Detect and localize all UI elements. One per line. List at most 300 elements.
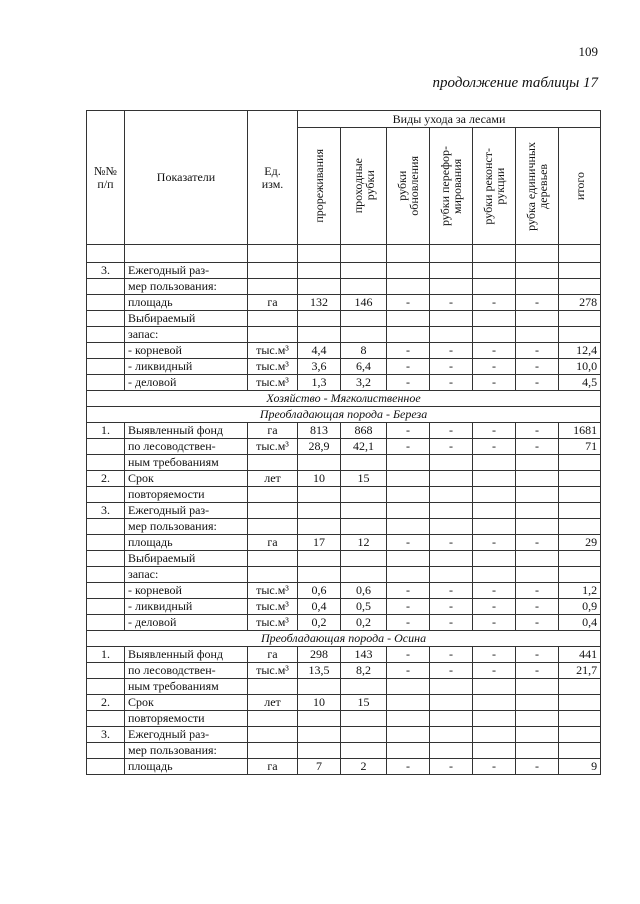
unit-cell: тыс.м³ [248, 343, 298, 359]
empty-cell [87, 295, 125, 311]
unit-cell: тыс.м³ [248, 583, 298, 599]
table-row [87, 359, 601, 375]
indicator-label: Выбираемый [125, 551, 248, 567]
empty-cell [341, 551, 387, 567]
indicator-label: повторяемости [125, 487, 248, 503]
empty-cell [387, 695, 430, 711]
empty-cell [87, 711, 125, 727]
table-row [87, 711, 601, 727]
header-col-3: рубки перефор- мирования [430, 128, 473, 245]
empty-cell [473, 311, 516, 327]
header-col-6: итого [559, 128, 601, 245]
value-cell: - [473, 343, 516, 359]
header-col-5: рубка единичных деревьев [516, 128, 559, 245]
value-cell: - [516, 535, 559, 551]
value-cell: 21,7 [559, 663, 601, 679]
empty-cell [516, 503, 559, 519]
value-cell: - [430, 423, 473, 439]
value-cell: - [387, 535, 430, 551]
value-cell: - [516, 759, 559, 775]
table-row [87, 503, 601, 519]
empty-cell [473, 727, 516, 743]
header-col-0: прореживания [298, 128, 341, 245]
value-cell: - [430, 535, 473, 551]
indicator-label: мер пользования: [125, 743, 248, 759]
value-cell: 13,5 [298, 663, 341, 679]
row-number: 1. [87, 423, 125, 439]
value-cell: - [516, 583, 559, 599]
row-number: 2. [87, 471, 125, 487]
header-col-1: проходные рубки [341, 128, 387, 245]
value-cell: - [516, 423, 559, 439]
value-cell: - [387, 615, 430, 631]
header-col-4: рубки реконст- рукции [473, 128, 516, 245]
unit-cell [248, 327, 298, 343]
empty-cell [387, 551, 430, 567]
indicator-label: запас: [125, 327, 248, 343]
empty-cell [473, 743, 516, 759]
empty-cell [387, 503, 430, 519]
value-cell: 146 [341, 295, 387, 311]
value-cell: - [387, 647, 430, 663]
empty-cell [298, 487, 341, 503]
empty-cell [387, 743, 430, 759]
value-cell: 8,2 [341, 663, 387, 679]
table-row [87, 631, 601, 647]
empty-cell [341, 245, 387, 263]
value-cell: - [473, 423, 516, 439]
value-cell: - [387, 583, 430, 599]
empty-cell [387, 279, 430, 295]
table-row [87, 455, 601, 471]
unit-cell [248, 263, 298, 279]
unit-cell: лет [248, 471, 298, 487]
value-cell: - [516, 439, 559, 455]
unit-cell [248, 567, 298, 583]
value-cell: 15 [341, 471, 387, 487]
empty-cell [473, 567, 516, 583]
empty-cell [341, 311, 387, 327]
header-indicators: Показатели [125, 111, 248, 245]
empty-cell [516, 727, 559, 743]
unit-cell: га [248, 295, 298, 311]
empty-cell [87, 615, 125, 631]
table-row [87, 423, 601, 439]
empty-cell [87, 359, 125, 375]
empty-cell [341, 487, 387, 503]
empty-cell [430, 695, 473, 711]
empty-cell [473, 279, 516, 295]
empty-cell [559, 455, 601, 471]
value-cell: - [430, 759, 473, 775]
header-care-types: Виды ухода за лесами [298, 111, 601, 128]
indicator-label: - корневой [125, 583, 248, 599]
indicator-label: площадь [125, 295, 248, 311]
table-row [87, 663, 601, 679]
value-cell: - [430, 599, 473, 615]
header-unit: Ед. изм. [248, 111, 298, 245]
value-cell: - [430, 615, 473, 631]
value-cell: - [430, 647, 473, 663]
value-cell: 7 [298, 759, 341, 775]
empty-cell [387, 245, 430, 263]
value-cell: - [516, 599, 559, 615]
row-number: 1. [87, 647, 125, 663]
empty-cell [473, 519, 516, 535]
empty-cell [298, 245, 341, 263]
empty-cell [473, 263, 516, 279]
table-row [87, 439, 601, 455]
table-row [87, 327, 601, 343]
value-cell: 813 [298, 423, 341, 439]
table-row [87, 311, 601, 327]
unit-cell: тыс.м³ [248, 375, 298, 391]
value-cell: 9 [559, 759, 601, 775]
empty-cell [341, 455, 387, 471]
empty-cell [387, 519, 430, 535]
value-cell: - [387, 759, 430, 775]
indicator-label: - деловой [125, 615, 248, 631]
empty-cell [559, 245, 601, 263]
empty-cell [298, 727, 341, 743]
empty-cell [248, 245, 298, 263]
value-cell: 1,2 [559, 583, 601, 599]
empty-cell [341, 327, 387, 343]
value-cell: - [473, 647, 516, 663]
empty-cell [87, 583, 125, 599]
indicator-label: запас: [125, 567, 248, 583]
empty-cell [387, 455, 430, 471]
empty-cell [559, 679, 601, 695]
value-cell: - [473, 583, 516, 599]
empty-cell [559, 487, 601, 503]
empty-cell [387, 487, 430, 503]
empty-cell [298, 711, 341, 727]
empty-cell [430, 311, 473, 327]
empty-cell [559, 567, 601, 583]
value-cell: - [516, 663, 559, 679]
indicator-label: Ежегодный раз- [125, 263, 248, 279]
empty-cell [87, 487, 125, 503]
value-cell: - [430, 375, 473, 391]
table-row [87, 375, 601, 391]
table-row [87, 391, 601, 407]
value-cell: 278 [559, 295, 601, 311]
empty-cell [559, 519, 601, 535]
value-cell: - [516, 647, 559, 663]
unit-cell: тыс.м³ [248, 615, 298, 631]
unit-cell [248, 711, 298, 727]
indicator-label: по лесоводствен- [125, 439, 248, 455]
value-cell: 8 [341, 343, 387, 359]
empty-cell [516, 551, 559, 567]
empty-cell [430, 487, 473, 503]
indicator-label: - деловой [125, 375, 248, 391]
empty-cell [87, 439, 125, 455]
value-cell: - [430, 663, 473, 679]
value-cell: 4,4 [298, 343, 341, 359]
unit-cell [248, 455, 298, 471]
empty-cell [87, 599, 125, 615]
value-cell: - [473, 359, 516, 375]
value-cell: - [387, 375, 430, 391]
value-cell: 441 [559, 647, 601, 663]
value-cell: 10 [298, 471, 341, 487]
value-cell: - [387, 599, 430, 615]
value-cell: 0,9 [559, 599, 601, 615]
empty-cell [298, 327, 341, 343]
table-row [87, 295, 601, 311]
value-cell: 0,5 [341, 599, 387, 615]
indicator-label: Ежегодный раз- [125, 727, 248, 743]
empty-cell [430, 727, 473, 743]
empty-cell [516, 679, 559, 695]
empty-cell [387, 471, 430, 487]
indicator-label: - корневой [125, 343, 248, 359]
header-num: №№ п/п [87, 111, 125, 245]
indicator-label: повторяемости [125, 711, 248, 727]
empty-cell [125, 245, 248, 263]
table-row [87, 343, 601, 359]
empty-cell [516, 279, 559, 295]
unit-cell: га [248, 423, 298, 439]
empty-cell [298, 263, 341, 279]
empty-cell [87, 311, 125, 327]
empty-cell [559, 743, 601, 759]
value-cell: 42,1 [341, 439, 387, 455]
unit-cell: лет [248, 695, 298, 711]
value-cell: - [516, 359, 559, 375]
indicator-label: Выбираемый [125, 311, 248, 327]
empty-cell [87, 455, 125, 471]
empty-cell [473, 551, 516, 567]
value-cell: 15 [341, 695, 387, 711]
empty-cell [516, 567, 559, 583]
empty-cell [559, 311, 601, 327]
table-row [87, 535, 601, 551]
value-cell: - [516, 375, 559, 391]
value-cell: - [473, 759, 516, 775]
table-caption: продолжение таблицы 17 [432, 75, 598, 91]
value-cell: 29 [559, 535, 601, 551]
empty-cell [298, 743, 341, 759]
empty-cell [87, 279, 125, 295]
empty-cell [387, 679, 430, 695]
value-cell: 28,9 [298, 439, 341, 455]
value-cell: 132 [298, 295, 341, 311]
value-cell: - [387, 423, 430, 439]
empty-cell [430, 711, 473, 727]
value-cell: - [387, 343, 430, 359]
value-cell: - [430, 295, 473, 311]
value-cell: 0,6 [298, 583, 341, 599]
empty-cell [559, 471, 601, 487]
indicator-label: ным требованиям [125, 679, 248, 695]
empty-cell [87, 759, 125, 775]
empty-cell [430, 743, 473, 759]
empty-cell [298, 519, 341, 535]
empty-cell [559, 263, 601, 279]
empty-cell [430, 455, 473, 471]
table-row [87, 615, 601, 631]
empty-cell [516, 471, 559, 487]
empty-cell [430, 551, 473, 567]
forest-care-table [86, 110, 601, 775]
value-cell: 0,4 [559, 615, 601, 631]
value-cell: - [516, 343, 559, 359]
value-cell: 10 [298, 695, 341, 711]
empty-cell [298, 551, 341, 567]
empty-cell [298, 679, 341, 695]
indicator-label: ным требованиям [125, 455, 248, 471]
empty-cell [298, 503, 341, 519]
value-cell: - [473, 295, 516, 311]
empty-cell [516, 327, 559, 343]
value-cell: 3,2 [341, 375, 387, 391]
value-cell: - [387, 295, 430, 311]
indicator-label: Срок [125, 471, 248, 487]
empty-cell [516, 263, 559, 279]
empty-cell [516, 455, 559, 471]
empty-cell [387, 567, 430, 583]
empty-cell [341, 727, 387, 743]
empty-cell [430, 279, 473, 295]
empty-cell [298, 455, 341, 471]
table-row [87, 599, 601, 615]
indicator-label: Выявленный фонд [125, 423, 248, 439]
empty-cell [387, 311, 430, 327]
empty-cell [473, 679, 516, 695]
empty-cell [341, 743, 387, 759]
indicator-label: по лесоводствен- [125, 663, 248, 679]
indicator-label: Ежегодный раз- [125, 503, 248, 519]
empty-cell [430, 327, 473, 343]
unit-cell [248, 551, 298, 567]
row-number: 3. [87, 263, 125, 279]
empty-cell [516, 711, 559, 727]
value-cell: - [516, 295, 559, 311]
empty-cell [341, 503, 387, 519]
empty-cell [87, 743, 125, 759]
value-cell: 12 [341, 535, 387, 551]
value-cell: 1,3 [298, 375, 341, 391]
empty-cell [516, 311, 559, 327]
unit-cell [248, 727, 298, 743]
value-cell: 868 [341, 423, 387, 439]
unit-cell [248, 743, 298, 759]
unit-cell: тыс.м³ [248, 663, 298, 679]
table-row [87, 487, 601, 503]
empty-cell [341, 279, 387, 295]
indicator-label: площадь [125, 759, 248, 775]
empty-cell [87, 551, 125, 567]
empty-cell [387, 711, 430, 727]
empty-cell [87, 343, 125, 359]
empty-cell [87, 679, 125, 695]
table-row [87, 743, 601, 759]
value-cell: - [430, 583, 473, 599]
value-cell: 6,4 [341, 359, 387, 375]
value-cell: - [473, 663, 516, 679]
table-row [87, 567, 601, 583]
value-cell: 4,5 [559, 375, 601, 391]
empty-cell [430, 471, 473, 487]
value-cell: - [430, 359, 473, 375]
table-row [87, 759, 601, 775]
empty-cell [87, 375, 125, 391]
value-cell: 2 [341, 759, 387, 775]
empty-cell [473, 711, 516, 727]
unit-cell: га [248, 535, 298, 551]
empty-cell [473, 487, 516, 503]
value-cell: 143 [341, 647, 387, 663]
empty-cell [559, 327, 601, 343]
empty-cell [473, 695, 516, 711]
empty-cell [341, 263, 387, 279]
table-row [87, 727, 601, 743]
value-cell: 0,2 [341, 615, 387, 631]
empty-cell [387, 727, 430, 743]
table-row [87, 407, 601, 423]
empty-cell [516, 743, 559, 759]
value-cell: - [387, 663, 430, 679]
empty-cell [341, 567, 387, 583]
empty-cell [559, 727, 601, 743]
empty-cell [516, 487, 559, 503]
value-cell: 10,0 [559, 359, 601, 375]
empty-cell [387, 327, 430, 343]
indicator-label: Срок [125, 695, 248, 711]
value-cell: - [473, 615, 516, 631]
empty-cell [516, 695, 559, 711]
unit-cell [248, 279, 298, 295]
indicator-label: Выявленный фонд [125, 647, 248, 663]
table-row [87, 279, 601, 295]
indicator-label: - ликвидный [125, 599, 248, 615]
empty-cell [473, 455, 516, 471]
unit-cell: тыс.м³ [248, 439, 298, 455]
empty-cell [87, 327, 125, 343]
table-row [87, 245, 601, 263]
value-cell: - [430, 439, 473, 455]
page-number: 109 [578, 44, 598, 59]
table-row [87, 551, 601, 567]
table-row [87, 471, 601, 487]
value-cell: - [387, 439, 430, 455]
empty-cell [298, 279, 341, 295]
empty-cell [559, 279, 601, 295]
table-row [87, 679, 601, 695]
indicator-label: мер пользования: [125, 519, 248, 535]
table-row [87, 583, 601, 599]
empty-cell [559, 711, 601, 727]
row-number: 3. [87, 503, 125, 519]
table-row [87, 647, 601, 663]
row-number: 2. [87, 695, 125, 711]
value-cell: 0,6 [341, 583, 387, 599]
table-row [87, 519, 601, 535]
value-cell: 12,4 [559, 343, 601, 359]
value-cell: - [473, 535, 516, 551]
indicator-label: мер пользования: [125, 279, 248, 295]
empty-cell [430, 519, 473, 535]
unit-cell: тыс.м³ [248, 359, 298, 375]
species-heading: Преобладающая порода - Осина [87, 631, 601, 647]
empty-cell [341, 679, 387, 695]
unit-cell [248, 519, 298, 535]
indicator-label: - ликвидный [125, 359, 248, 375]
empty-cell [87, 567, 125, 583]
